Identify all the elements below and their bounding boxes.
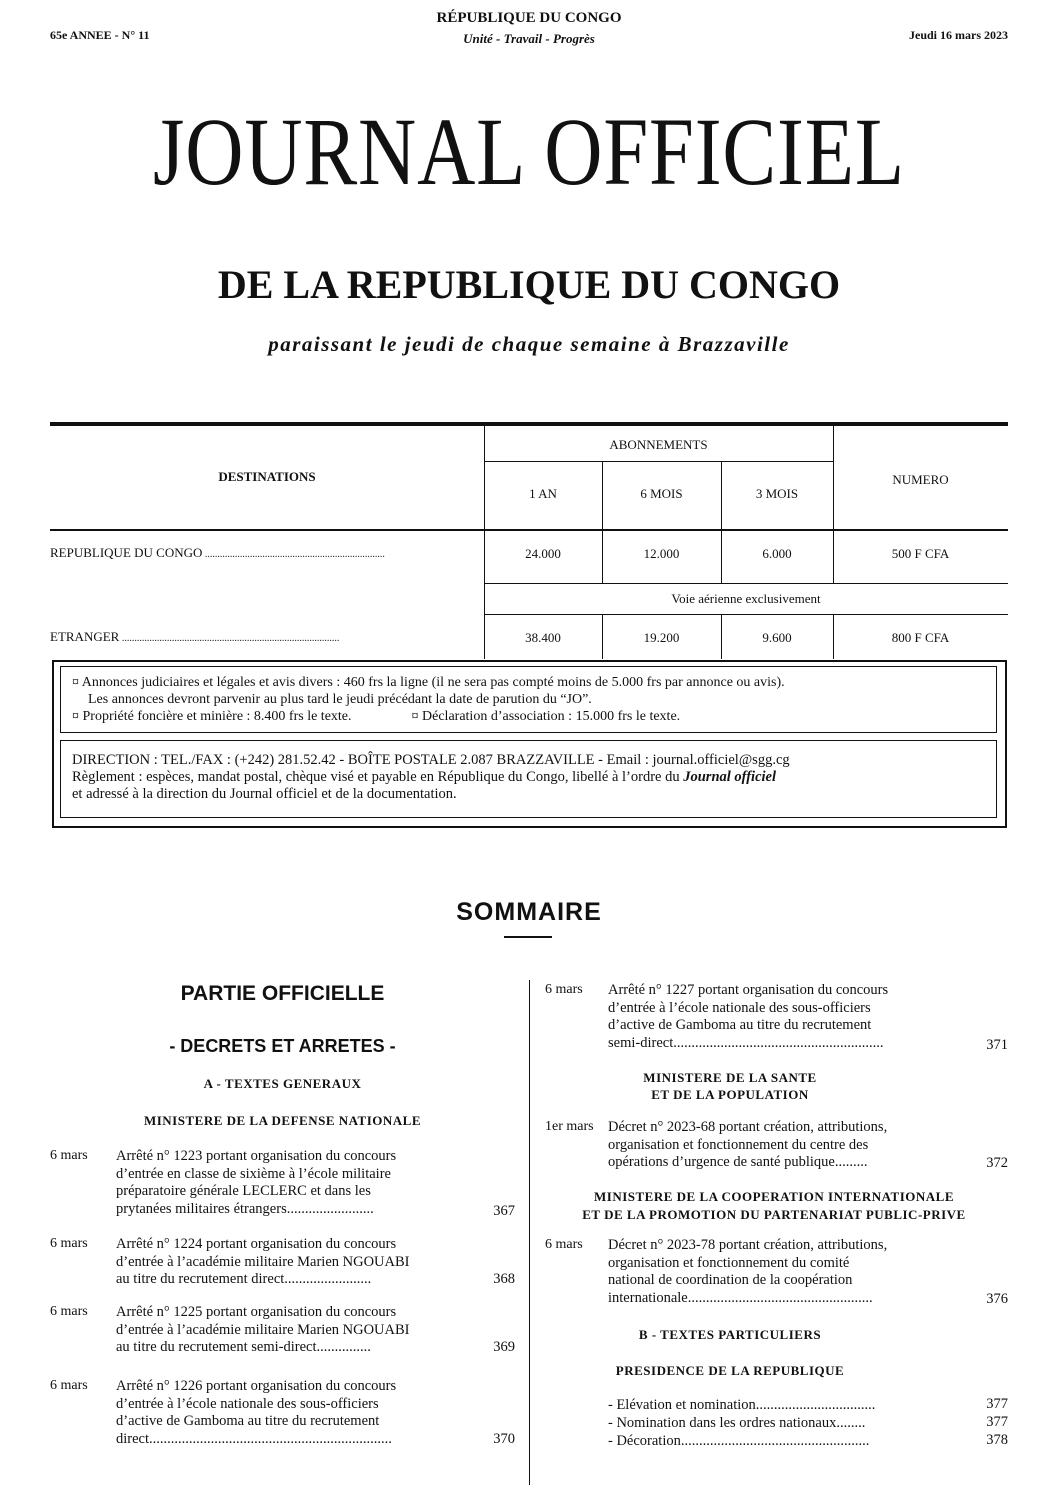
entry-line: national de coordination de la coopération: [608, 1272, 853, 1288]
journal-name: Journal officiel: [683, 769, 777, 785]
notice-line: ¤ Annonces judiciaires et légales et avis divers : 460 frs la ligne (il ne sera pas compté moins de 5.000 frs par annonce ou avis).: [72, 675, 785, 690]
entry-line: d’entrée à l’école nationale des sous-officiers: [608, 999, 871, 1016]
price-1an: 24.000: [525, 546, 561, 561]
ministry-heading: PRESIDENCE DE LA REPUBLIQUE: [615, 1363, 845, 1378]
col-destinations: DESTINATIONS: [218, 469, 316, 484]
entry-line: d’entrée à l’académie militaire Marien NGOUABI: [116, 1321, 410, 1338]
entry-line: direct...................................................................: [116, 1430, 392, 1447]
col-numero: NUMERO: [892, 472, 949, 487]
entry-date: 6 mars: [545, 1237, 583, 1252]
table-divider: [721, 461, 722, 583]
column-divider: [529, 980, 530, 1485]
journal-title: JOURNAL OFFICIEL: [153, 98, 905, 205]
ministry-heading: ET DE LA POPULATION: [651, 1087, 809, 1102]
air-note: Voie aérienne exclusivement: [671, 591, 821, 606]
entry-line: Arrêté n° 1223 portant organisation du concours: [116, 1148, 397, 1164]
price-numero: 500 F CFA: [891, 546, 950, 561]
entry-date: 6 mars: [50, 1148, 88, 1163]
entry-line: Arrêté n° 1227 portant organisation du concours: [608, 982, 889, 998]
entry-page: 372: [986, 1155, 1008, 1171]
textes-particuliers-heading: B - TEXTES PARTICULIERS: [638, 1327, 822, 1342]
item-page: 377: [986, 1396, 1008, 1412]
entry-page: 370: [493, 1431, 515, 1447]
col-1an: 1 AN: [529, 486, 557, 501]
entry-text: [116, 1236, 466, 1289]
entry-date: 6 mars: [50, 1304, 88, 1319]
direction-payment: [72, 769, 992, 786]
item-label: - Décoration....................................................: [608, 1433, 870, 1449]
leader-dots: .......................................................................................: [119, 633, 340, 644]
entry-text: [608, 982, 958, 1052]
entry-line: Décret n° 2023-78 portant création, attributions,: [608, 1237, 888, 1253]
entry-date: 6 mars: [545, 982, 583, 997]
entry-line: Arrêté n° 1226 portant organisation du concours: [116, 1378, 397, 1394]
entry-page: 367: [493, 1203, 515, 1219]
entry-line: d’entrée en classe de sixième à l’école militaire: [116, 1165, 391, 1182]
partie-officielle-heading: PARTIE OFFICIELLE: [180, 982, 385, 1005]
entry-line: internationale...................................................: [608, 1289, 873, 1306]
price-6mois: 19.200: [643, 630, 680, 645]
entry-line: d’active de Gamboma au titre du recrutement: [608, 1017, 872, 1033]
ministry-heading: MINISTERE DE LA DEFENSE NATIONALE: [143, 1113, 422, 1128]
destination-name: ETRANGER: [50, 629, 120, 644]
edition-number: 65e ANNEE - N° 11: [50, 28, 150, 42]
entry-line: d’entrée à l’école nationale des sous-officiers: [116, 1395, 379, 1412]
entry-line: semi-direct..........................................................: [608, 1034, 884, 1051]
price-numero: 800 F CFA: [891, 630, 950, 645]
entry-line: organisation et fonctionnement du comité: [608, 1254, 850, 1271]
ministry-heading: MINISTERE DE LA COOPERATION INTERNATIONALE: [593, 1189, 955, 1204]
entry-line: d’active de Gamboma au titre du recrutement: [116, 1413, 380, 1429]
table-row: [50, 629, 339, 645]
item-page: 377: [986, 1414, 1008, 1430]
entry-line: organisation et fonctionnement du centre des: [608, 1136, 869, 1153]
issue-date: Jeudi 16 mars 2023: [909, 28, 1008, 42]
entry-text: [116, 1378, 466, 1448]
price-6mois: 12.000: [643, 546, 680, 561]
payment-text: Règlement : espèces, mandat postal, chèque visé et payable en République du Congo, libellé à l’ordre du: [72, 769, 684, 785]
entry-line: au titre du recrutement semi-direct...............: [116, 1339, 371, 1355]
sommaire-title: SOMMAIRE: [456, 898, 602, 926]
notice-foncier: ¤ Propriété foncière et minière : 8.400 frs le texte.: [72, 709, 352, 724]
table-rule: [484, 461, 833, 462]
direction-contact: DIRECTION : TEL./FAX : (+242) 281.52.42 - BOÎTE POSTALE 2.087 BRAZZAVILLE - Email : journal.officiel@sgg.cg: [72, 752, 790, 768]
entry-line: Arrêté n° 1224 portant organisation du concours: [116, 1236, 397, 1252]
publication-tagline: paraissant le jeudi de chaque semaine à Brazzaville: [268, 332, 790, 356]
list-item: [608, 1396, 1008, 1414]
notice-association: ¤ Déclaration d’association : 15.000 frs le texte.: [411, 709, 681, 724]
list-item: [608, 1414, 1008, 1432]
direction-text: [72, 752, 992, 803]
entry-line: Arrêté n° 1225 portant organisation du concours: [116, 1304, 397, 1320]
entry-text: [608, 1237, 958, 1307]
ministry-heading: ET DE LA PROMOTION DU PARTENARIAT PUBLIC-PRIVE: [582, 1207, 966, 1222]
entry-line: préparatoire générale LECLERC et dans les: [116, 1183, 371, 1199]
entry-line: d’entrée à l’académie militaire Marien NGOUABI: [116, 1253, 410, 1270]
table-rule: [484, 614, 1008, 615]
journal-subtitle: DE LA REPUBLIQUE DU CONGO: [217, 262, 841, 307]
table-rule: [50, 529, 1008, 531]
presidence-list: [608, 1396, 1008, 1450]
notice-line: Les annonces devront parvenir au plus tard le jeudi précédant la date de parution du “JO”.: [88, 692, 592, 707]
entry-date: 6 mars: [50, 1236, 88, 1251]
sommaire-rule: [504, 936, 552, 938]
announcements-text: [72, 674, 992, 725]
table-row: [50, 545, 385, 561]
col-3mois: 3 MOIS: [755, 486, 799, 501]
leader-dots: ........................................................................: [202, 549, 385, 560]
col-6mois: 6 MOIS: [640, 486, 683, 501]
entry-line: opérations d’urgence de santé publique.........: [608, 1154, 868, 1170]
entry-line: au titre du recrutement direct........................: [116, 1271, 372, 1287]
entry-text: [116, 1304, 466, 1357]
direction-address: et adressé à la direction du Journal officiel et de la documentation.: [72, 786, 457, 802]
entry-date: 1er mars: [545, 1119, 594, 1134]
republic-name: RÉPUBLIQUE DU CONGO: [436, 10, 622, 26]
entry-page: 368: [493, 1271, 515, 1287]
decrets-heading: - DECRETS ET ARRETES -: [169, 1036, 396, 1056]
entry-page: 376: [986, 1291, 1008, 1307]
price-1an: 38.400: [525, 630, 561, 645]
entry-line: Décret n° 2023-68 portant création, attributions,: [608, 1119, 888, 1135]
price-3mois: 9.600: [762, 630, 792, 645]
col-abonnements: ABONNEMENTS: [609, 437, 708, 452]
table-top-rule: [50, 422, 1008, 426]
table-rule: [484, 583, 1008, 584]
table-divider: [602, 461, 603, 583]
item-page: 378: [986, 1432, 1008, 1448]
destination-name: REPUBLIQUE DU CONGO: [50, 545, 203, 560]
entry-line: prytanées militaires étrangers........................: [116, 1200, 374, 1217]
ministry-heading: MINISTERE DE LA SANTE: [643, 1070, 817, 1085]
notice-line: [72, 708, 992, 725]
item-label: - Nomination dans les ordres nationaux........: [608, 1415, 866, 1431]
national-motto: Unité - Travail - Progrès: [463, 31, 595, 46]
item-label: - Elévation et nomination.................................: [608, 1397, 876, 1413]
textes-generaux-heading: A - TEXTES GENERAUX: [203, 1076, 362, 1091]
entry-page: 371: [986, 1037, 1008, 1053]
list-item: [608, 1432, 1008, 1450]
entry-text: [116, 1148, 466, 1218]
entry-date: 6 mars: [50, 1378, 88, 1393]
price-3mois: 6.000: [762, 546, 792, 561]
entry-text: [608, 1119, 958, 1172]
entry-page: 369: [493, 1339, 515, 1355]
